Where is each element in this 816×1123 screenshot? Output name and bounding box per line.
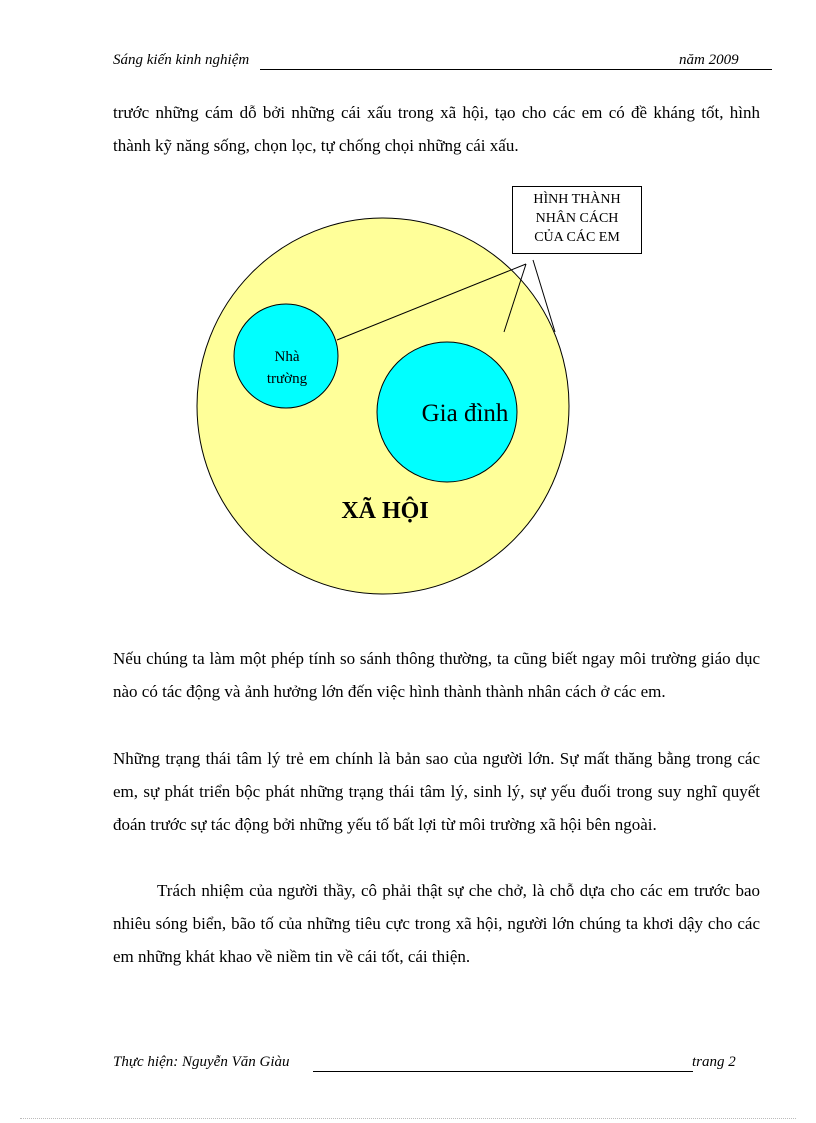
callout-line: HÌNH THÀNH: [533, 192, 621, 207]
header-rule: [260, 69, 772, 70]
body-paragraph-1: Nếu chúng ta làm một phép tính so sánh thông thường, ta cũng biết ngay môi trường giáo dục nào có tác động và ảnh hưởng lớn đến việc hình thành thành nhân cách ở các em.: [113, 649, 760, 701]
school-label-line: trường: [266, 371, 308, 387]
body-paragraph-2: Những trạng thái tâm lý trẻ em chính là bản sao của người lớn. Sự mất thăng bằng trong các em, sự phát triển bộc phát những trạng thái tâm lý, sinh lý, sự yếu đuối trong suy nghĩ quyết đoán trước sự tác động bởi những yếu tố bất lợi từ môi trường xã hội bên ngoài.: [113, 749, 760, 834]
page-bottom-divider: [20, 1118, 796, 1119]
footer-rule: [313, 1071, 693, 1072]
page-footer: [113, 1054, 743, 1078]
callout-line: NHÂN CÁCH: [535, 211, 619, 226]
page-header: [113, 52, 748, 76]
school-label: [242, 346, 332, 390]
header-title: Sáng kiến kinh nghiệm: [113, 52, 250, 68]
society-diagram: [190, 180, 621, 600]
body-paragraph-3: Trách nhiệm của người thầy, cô phải thật sự che chở, là chỗ dựa cho các em trước bao nhiêu sóng biển, bão tố của những tiêu cực trong xã hội, người lớn chúng ta khơi dậy cho các em những khát khao về niềm tin về cái tốt, cái thiện.: [113, 881, 760, 966]
intro-paragraph: trước những cám dỗ bởi những cái xấu trong xã hội, tạo cho các em có đề kháng tốt, hình thành kỹ năng sống, chọn lọc, tự chống chọi những cái xấu.: [113, 103, 760, 155]
callout-box: [512, 186, 642, 254]
footer-page-number: trang 2: [692, 1054, 736, 1070]
callout-line: CỦA CÁC EM: [534, 230, 620, 245]
society-label: XÃ HỘI: [341, 498, 429, 524]
family-label: Gia đình: [421, 400, 509, 427]
school-label-line: Nhà: [274, 349, 300, 365]
header-year: năm 2009: [679, 52, 739, 68]
footer-author: Thực hiện: Nguyễn Văn Giàu: [113, 1054, 290, 1070]
